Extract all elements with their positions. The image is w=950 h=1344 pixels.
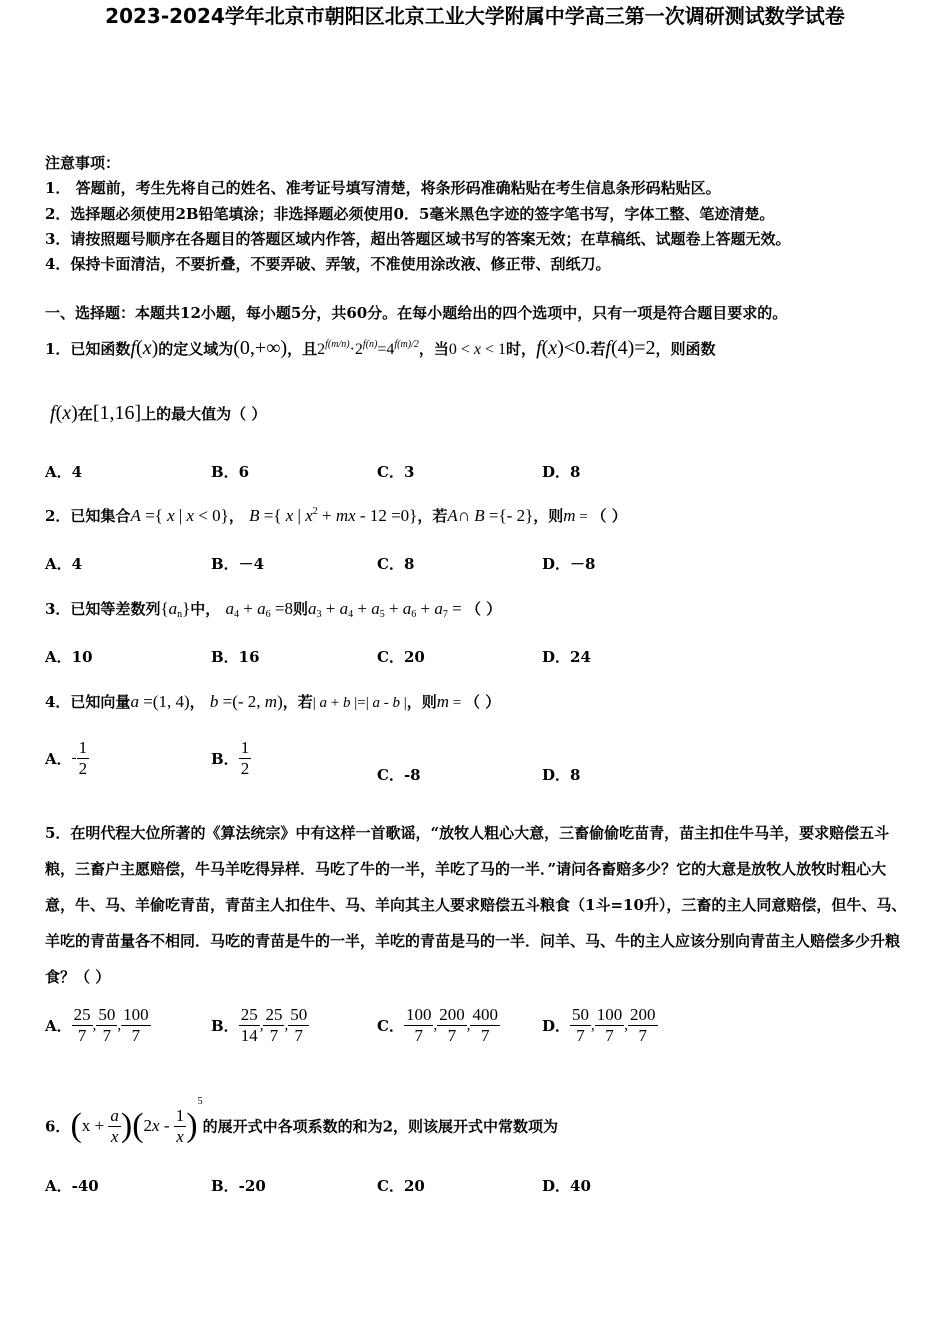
exam-title: 2023-2024学年北京市朝阳区北京工业大学附属中学高三第一次调研测试数学试卷 — [105, 4, 845, 28]
q2-option-a: A．4 — [45, 555, 83, 573]
q2-option-c: C．8 — [377, 555, 415, 573]
q2-option-b: B．－4 — [211, 555, 265, 573]
q4-option-d: D．8 — [542, 766, 581, 784]
q2-option-d: D．－8 — [542, 555, 596, 573]
q4-option-a: A．- $\frac{1}{2}$ — [45, 738, 88, 778]
q1-option-c: C．3 — [377, 463, 415, 481]
q5-option-b: B． $\frac{25}{14}$ , $\frac{25}{7}$ , $\frac{50}{7}$ — [211, 1005, 308, 1045]
q5-option-d: D． $\frac{50}{7}$ , $\frac{100}{7}$ , $\frac{200}{7}$ — [542, 1005, 656, 1045]
question-4: 4．已知向量a =(1, 4)， b =(- 2, m)，若| a + b |=| a - b |，则m = （ ） — [45, 692, 501, 711]
q4-option-b: B． $\frac{1}{2}$ — [211, 738, 250, 778]
question-1-line1: 1．已知函数f(x)的定义域为(0,+∞)，且$2^{f(m/n)}\cdot 2^{f(n)}=4^{f(m)/2}$，当0 < x < 1时，f(x)<0.若f(4)=2，则函数 — [45, 337, 716, 359]
q3-option-b: B．16 — [211, 648, 260, 666]
q6-option-a: A．-40 — [45, 1177, 99, 1195]
q3-option-c: C．20 — [377, 648, 425, 666]
question-3: 3．已知等差数列$\{a_n\}$中， $a_4 + a_6 =8$则$a_3 + a_4 + a_5 + a_6 + a_7$ = （ ） — [45, 599, 502, 620]
question-1-line2: f(x)在[1,16]上的最大值为（ ） — [50, 402, 267, 424]
note-item: 3．请按照题号顺序在各题目的答题区域内作答，超出答题区域书写的答案无效；在草稿纸、试题卷上答题无效。 — [45, 230, 791, 248]
q3-option-a: A．10 — [45, 648, 93, 666]
note-item: 4．保持卡面清洁，不要折叠，不要弄破、弄皱，不准使用涂改液、修正带、刮纸刀。 — [45, 255, 611, 273]
q6-option-b: B．-20 — [211, 1177, 266, 1195]
notes-heading: 注意事项： — [45, 154, 121, 172]
section-heading: 一、选择题：本题共12小题，每小题5分，共60分。在每小题给出的四个选项中，只有一项是符合题目要求的。 — [45, 304, 788, 322]
note-item: 1． 答题前，考生先将自己的姓名、准考证号填写清楚，将条形码准确粘贴在考生信息条形码粘贴区。 — [45, 179, 721, 197]
q5-option-c: C． $\frac{100}{7}$ , $\frac{200}{7}$ , $\frac{400}{7}$ — [377, 1005, 498, 1045]
q1-option-a: A．4 — [45, 463, 83, 481]
note-item: 2．选择题必须使用2B铅笔填涂；非选择题必须使用0．5毫米黑色字迹的签字笔书写，字体工整、笔迹清楚。 — [45, 205, 775, 223]
q1-option-d: D．8 — [542, 463, 581, 481]
q1-option-b: B．6 — [211, 463, 250, 481]
q6-option-d: D．40 — [542, 1177, 591, 1195]
question-2: 2．已知集合A ={ x | x < 0}， B ={ x | $x^2$ + mx - 12 =0}，若A∩ B ={- 2}，则m = （ ） — [45, 506, 627, 525]
question-5: 5．在明代程大位所著的《算法统宗》中有这样一首歌谣，“放牧人粗心大意，三畜偷偷吃苗青，苗主扣住牛马羊，要求赔偿五斗粮，三畜户主愿赔偿，牛马羊吃得异样．马吃了牛的一半，羊吃了马的一半．”请问各畜赔多少？它的大意是放牧人放牧时粗心大意，牛、马、羊偷吃青苗，青苗主人扣住牛、马、羊向其主人要求赔偿五斗粮食（1斗=10升），三畜的主人同意赔偿，但牛、马、羊吃的青苗量各不相同．马吃的青苗是牛的一半，羊吃的青苗是马的一半．问羊、马、牛的主人应该分别向青苗主人赔偿多少升粮食？（ ） — [45, 824, 907, 986]
question-6: 6．(x + $\frac{a}{x}$ )(2x - $\frac{1}{x}$ )$^5$的展开式中各项系数的和为2，则该展开式中常数项为 — [45, 1096, 559, 1146]
q5-option-a: A． $\frac{25}{7}$ , $\frac{50}{7}$ , $\frac{100}{7}$ — [45, 1005, 149, 1045]
q3-option-d: D．24 — [542, 648, 591, 666]
q6-option-c: C．20 — [377, 1177, 425, 1195]
q4-option-c: C．-8 — [377, 766, 421, 784]
